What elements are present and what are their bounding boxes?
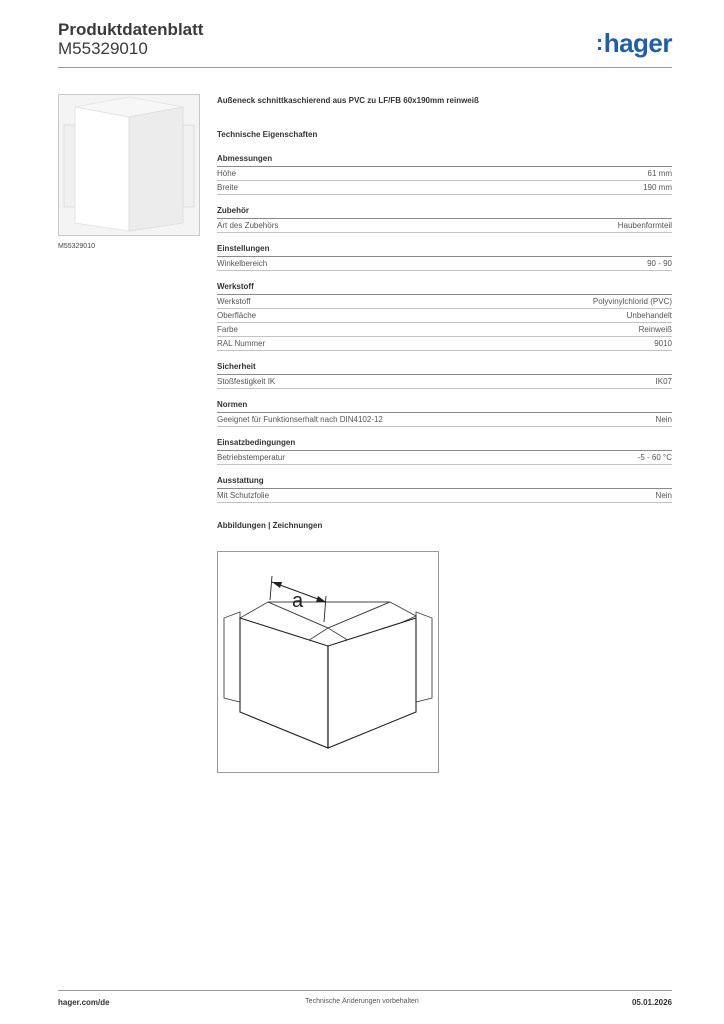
- spec-value: Haubenformteil: [617, 221, 672, 230]
- spec-row: [217, 489, 672, 503]
- spec-row: [217, 309, 672, 323]
- spec-row: [217, 451, 672, 465]
- spec-label: Betriebstemperatur: [217, 453, 286, 462]
- spec-value: 190 mm: [643, 183, 672, 192]
- spec-row: [217, 219, 672, 233]
- spec-value: 9010: [654, 339, 672, 348]
- section-title: Abmessungen: [217, 154, 672, 167]
- technical-properties-heading: Technische Eigenschaften: [217, 130, 318, 139]
- section-title: Werkstoff: [217, 282, 672, 295]
- spec-sections: [217, 154, 672, 503]
- spec-content: [217, 95, 672, 532]
- spec-section: [217, 362, 672, 389]
- spec-row: [217, 323, 672, 337]
- footer-divider: [58, 990, 672, 991]
- spec-row: [217, 337, 672, 351]
- spec-label: Breite: [217, 183, 238, 192]
- section-title: Einsatzbedingungen: [217, 438, 672, 451]
- spec-section: [217, 282, 672, 351]
- logo-dots: :: [595, 30, 603, 55]
- spec-label: Farbe: [217, 325, 238, 334]
- spec-label: Höhe: [217, 169, 237, 178]
- spec-value: 61 mm: [647, 169, 672, 178]
- spec-section: [217, 400, 672, 427]
- section-title: Zubehör: [217, 206, 672, 219]
- section-title: Normen: [217, 400, 672, 413]
- product-image: [58, 94, 200, 236]
- spec-section: [217, 244, 672, 271]
- section-title: Ausstattung: [217, 476, 672, 489]
- spec-value: Polyvinylchlorid (PVC): [592, 297, 672, 306]
- spec-section: [217, 476, 672, 503]
- spec-row: [217, 257, 672, 271]
- header-divider: [58, 67, 672, 68]
- product-code: M55329010: [58, 39, 148, 58]
- drawings-heading: Abbildungen | Zeichnungen: [217, 521, 323, 530]
- document-title: Produktdatenblatt: [58, 20, 204, 39]
- spec-value: Unbehandelt: [626, 311, 672, 320]
- spec-row: [217, 375, 672, 389]
- product-description: Außeneck schnittkaschierend aus PVC zu LF/FB 60x190mm reinweiß: [217, 96, 479, 105]
- hager-logo[interactable]: [596, 28, 672, 59]
- spec-value: Nein: [655, 491, 672, 500]
- spec-section: [217, 206, 672, 233]
- section-title: Einstellungen: [217, 244, 672, 257]
- spec-section: [217, 438, 672, 465]
- footer-website-link[interactable]: hager.com/de: [58, 998, 110, 1007]
- spec-value: Nein: [655, 415, 672, 424]
- spec-row: [217, 181, 672, 195]
- logo-text: hager: [603, 28, 672, 58]
- section-title: Sicherheit: [217, 362, 672, 375]
- spec-label: Oberfläche: [217, 311, 257, 320]
- spec-label: Werkstoff: [217, 297, 251, 306]
- spec-label: Stoßfestigkeit IK: [217, 377, 276, 386]
- spec-label: Winkelbereich: [217, 259, 268, 268]
- spec-section: [217, 154, 672, 195]
- footer-date: 05.01.2026: [631, 998, 672, 1007]
- spec-value: IK07: [655, 377, 672, 386]
- technical-drawing: [217, 551, 439, 773]
- spec-value: 90 - 90: [647, 259, 672, 268]
- image-caption: M55329010: [58, 243, 95, 250]
- spec-label: Art des Zubehörs: [217, 221, 279, 230]
- spec-value: -5 - 60 °C: [637, 453, 672, 462]
- spec-row: [217, 167, 672, 181]
- spec-row: [217, 413, 672, 427]
- spec-row: [217, 295, 672, 309]
- spec-label: RAL Nummer: [217, 339, 266, 348]
- spec-label: Mit Schutzfolie: [217, 491, 270, 500]
- spec-value: Reinweiß: [638, 325, 672, 334]
- spec-label: Geeignet für Funktionserhalt nach DIN4102-12: [217, 415, 383, 424]
- dimension-label: a: [292, 590, 304, 612]
- footer-disclaimer: Technische Änderungen vorbehalten: [305, 998, 419, 1005]
